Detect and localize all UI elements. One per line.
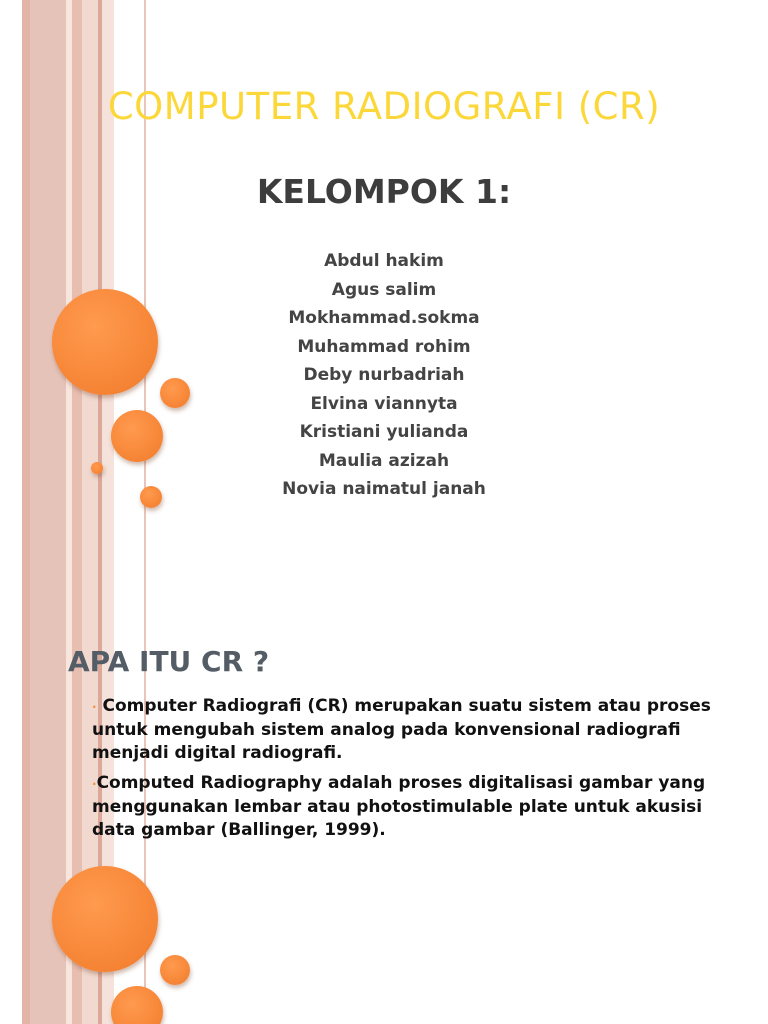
bullet-text: Computed Radiography adalah proses digitalisasi gambar yang menggunakan lembar atau photostimulable plate untuk akusisi data gambar (Ballinger, 1999).: [92, 773, 706, 840]
member-name: Mokhammad.sokma: [288, 308, 480, 328]
member-name: Maulia azizah: [318, 450, 450, 471]
bullet-icon: ·: [92, 700, 97, 714]
decorative-circle-small: [160, 955, 190, 985]
bullet-text: Computer Radiografi (CR) merupakan suatu sistem atau proses untuk mengubah sistem analog pada konvensional radiografi menjadi digital radiografi.: [92, 696, 711, 763]
slide-subtitle: KELOMPOK 1:: [256, 172, 512, 211]
bullet-item: [92, 695, 712, 765]
member-name: Kristiani yulianda: [299, 422, 469, 442]
bullet-list: [92, 695, 712, 849]
member-name: Muhammad rohim: [297, 336, 471, 357]
decorative-circle-large: [52, 866, 158, 972]
member-name: Deby nurbadriah: [303, 365, 465, 385]
member-name: Novia naimatul janah: [282, 479, 486, 499]
bullet-icon: ·: [92, 777, 97, 791]
member-name: Agus salim: [331, 279, 437, 300]
slide-heading: APA ITU CR ?: [68, 645, 270, 678]
member-name: Elvina viannyta: [310, 393, 458, 414]
member-name: Abdul hakim: [324, 251, 444, 271]
slide-title: COMPUTER RADIOGRAFI (CR): [107, 85, 661, 128]
slide-2: [0, 577, 768, 1024]
bullet-item: [92, 772, 712, 842]
member-list: [0, 248, 768, 505]
